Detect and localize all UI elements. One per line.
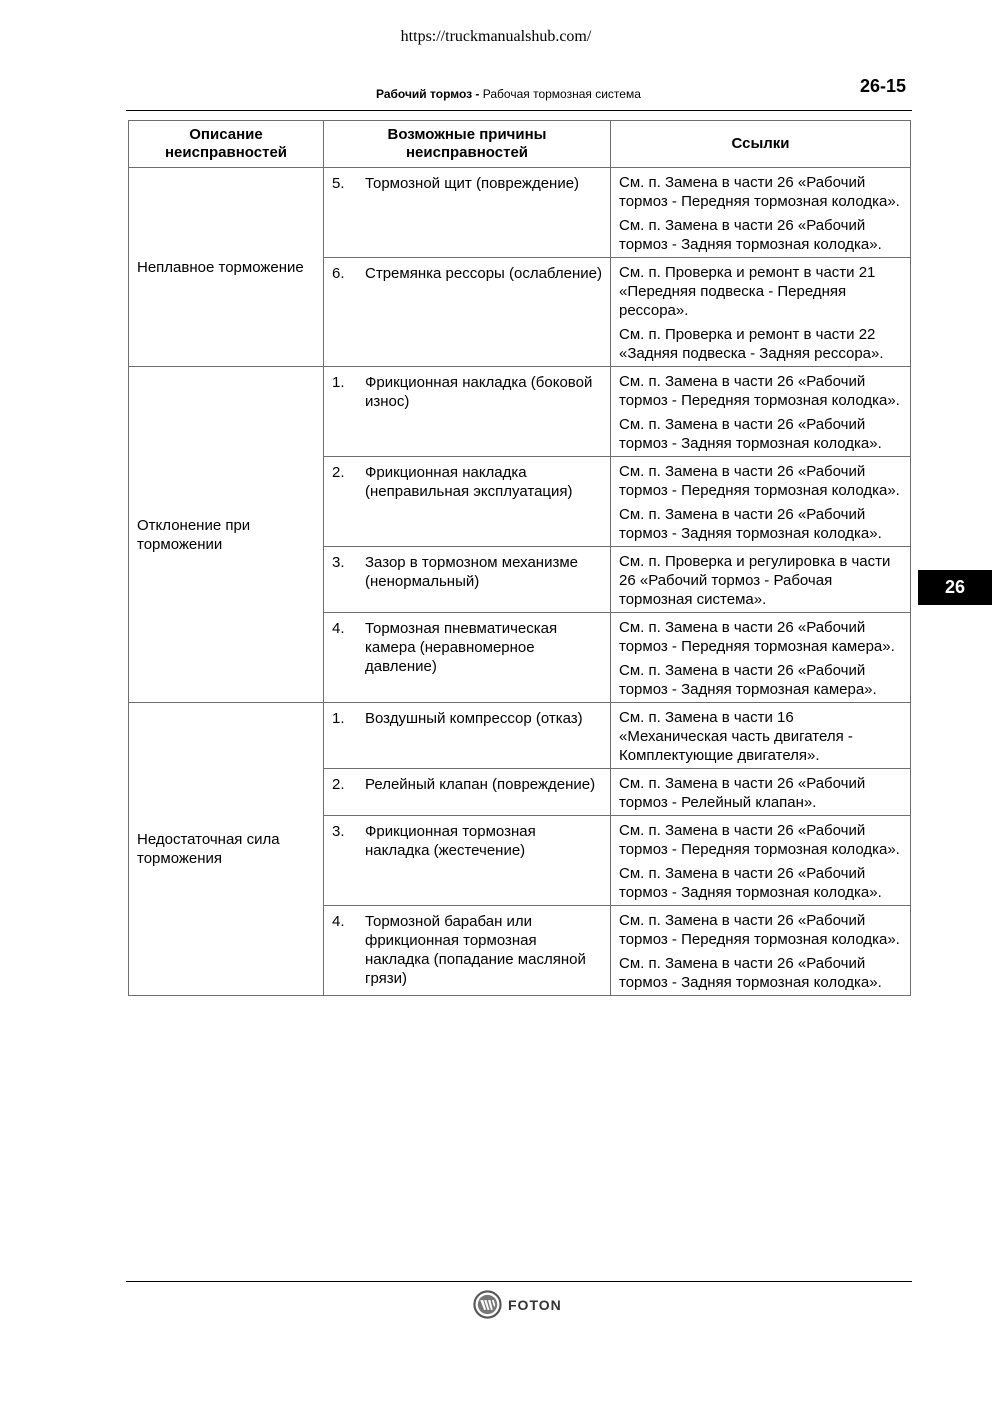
references-cell [611, 906, 911, 996]
cause-text: Зазор в тормозном механизме (ненормальный) [365, 554, 578, 590]
possible-cause-cell [324, 457, 611, 547]
possible-cause [324, 367, 610, 411]
cause-number: 1. [332, 710, 345, 727]
possible-cause [324, 258, 610, 283]
reference-text: См. п. Замена в части 26 «Рабочий тормоз - Задняя тормозная колодка». [619, 217, 882, 253]
cause-number: 2. [332, 776, 345, 793]
possible-cause [324, 547, 610, 591]
references-cell [611, 457, 911, 547]
possible-cause-cell [324, 168, 611, 258]
reference-text: См. п. Замена в части 26 «Рабочий тормоз - Задняя тормозная колодка». [619, 416, 882, 452]
references-cell [611, 258, 911, 367]
possible-cause [324, 816, 610, 860]
reference-text: См. п. Замена в части 26 «Рабочий тормоз - Передняя тормозная колодка». [619, 174, 900, 210]
table-header-row [129, 121, 911, 168]
table-row [129, 168, 911, 258]
foton-logo-text: FOTON [508, 1296, 562, 1313]
cause-number: 4. [332, 913, 345, 930]
possible-cause-cell [324, 906, 611, 996]
cause-number: 3. [332, 554, 345, 571]
reference-text: См. п. Проверка и регулировка в части 26 «Рабочий тормоз - Рабочая тормозная система». [619, 553, 891, 608]
reference-text: См. п. Замена в части 16 «Механическая часть двигателя - Комплектующие двигателя». [619, 709, 853, 764]
possible-cause-cell [324, 547, 611, 613]
references-cell [611, 816, 911, 906]
table-row [129, 703, 911, 769]
cause-number: 3. [332, 823, 345, 840]
reference-text: См. п. Замена в части 26 «Рабочий тормоз - Передняя тормозная колодка». [619, 463, 900, 499]
fault-description: Недостаточная сила торможения [129, 703, 324, 996]
possible-cause [324, 457, 610, 501]
column-header-references: Ссылки [611, 121, 911, 168]
reference-text: См. п. Замена в части 26 «Рабочий тормоз - Передняя тормозная колодка». [619, 373, 900, 409]
chapter-tab: 26 [918, 570, 992, 605]
possible-cause [324, 906, 610, 988]
cause-number: 2. [332, 464, 345, 481]
column-header-causes: Возможные причины неисправностей [324, 121, 611, 168]
reference-text: См. п. Замена в части 26 «Рабочий тормоз - Задняя тормозная колодка». [619, 506, 882, 542]
cause-text: Тормозной барабан или фрикционная тормозная накладка (попадание масляной грязи) [365, 913, 586, 987]
possible-cause [324, 613, 610, 676]
source-url: https://truckmanualshub.com/ [400, 28, 592, 45]
table-body [129, 168, 911, 996]
reference-text: См. п. Замена в части 26 «Рабочий тормоз - Задняя тормозная камера». [619, 662, 877, 698]
references-cell [611, 367, 911, 457]
reference-text: См. п. Проверка и ремонт в части 22 «Задняя подвеска - Задняя рессора». [619, 326, 884, 362]
cause-number: 6. [332, 265, 345, 282]
footer-logo [473, 1290, 562, 1319]
cause-text: Фрикционная накладка (боковой износ) [365, 374, 593, 410]
possible-cause-cell [324, 769, 611, 816]
page-header-title [376, 87, 641, 101]
possible-cause [324, 168, 610, 193]
reference-text: См. п. Замена в части 26 «Рабочий тормоз - Передняя тормозная камера». [619, 619, 895, 655]
possible-cause-cell [324, 703, 611, 769]
cause-text: Фрикционная накладка (неправильная эксплуатация) [365, 464, 573, 500]
cause-text: Фрикционная тормозная накладка (жестечение) [365, 823, 536, 859]
cause-text: Стремянка рессоры (ослабление) [365, 265, 602, 282]
possible-cause [324, 703, 610, 728]
reference-text: См. п. Замена в части 26 «Рабочий тормоз - Задняя тормозная колодка». [619, 865, 882, 901]
reference-text: См. п. Замена в части 26 «Рабочий тормоз - Задняя тормозная колодка». [619, 955, 882, 991]
cause-text: Тормозной щит (повреждение) [365, 175, 580, 192]
possible-cause-cell [324, 367, 611, 457]
page-number: 26-15 [860, 76, 907, 96]
possible-cause-cell [324, 613, 611, 703]
cause-text: Тормозная пневматическая камера (неравномерное давление) [365, 620, 558, 675]
cause-number: 5. [332, 175, 345, 192]
reference-text: См. п. Замена в части 26 «Рабочий тормоз - Передняя тормозная колодка». [619, 912, 900, 948]
cause-number: 4. [332, 620, 345, 637]
reference-text: См. п. Замена в части 26 «Рабочий тормоз - Релейный клапан». [619, 775, 866, 811]
possible-cause [324, 769, 610, 794]
cause-number: 1. [332, 374, 345, 391]
reference-text: См. п. Замена в части 26 «Рабочий тормоз - Передняя тормозная колодка». [619, 822, 900, 858]
column-header-description: Описание неисправностей [129, 121, 324, 168]
references-cell [611, 613, 911, 703]
possible-cause-cell [324, 258, 611, 367]
references-cell [611, 703, 911, 769]
references-cell [611, 769, 911, 816]
header-subsection-name: Рабочая тормозная система [482, 87, 641, 101]
reference-text: См. п. Проверка и ремонт в части 21 «Передняя подвеска - Передняя рессора». [619, 264, 876, 319]
header-section-name: Рабочий тормоз - [376, 87, 483, 101]
references-cell [611, 547, 911, 613]
foton-logo-icon [473, 1290, 502, 1319]
references-cell [611, 168, 911, 258]
possible-cause-cell [324, 816, 611, 906]
cause-text: Релейный клапан (повреждение) [365, 776, 596, 793]
fault-description: Отклонение при торможении [129, 367, 324, 703]
table-row [129, 367, 911, 457]
cause-text: Воздушный компрессор (отказ) [365, 710, 583, 727]
footer-divider [126, 1281, 912, 1282]
fault-description: Неплавное торможение [129, 168, 324, 367]
header-divider [126, 110, 912, 111]
troubleshooting-table [128, 120, 911, 996]
